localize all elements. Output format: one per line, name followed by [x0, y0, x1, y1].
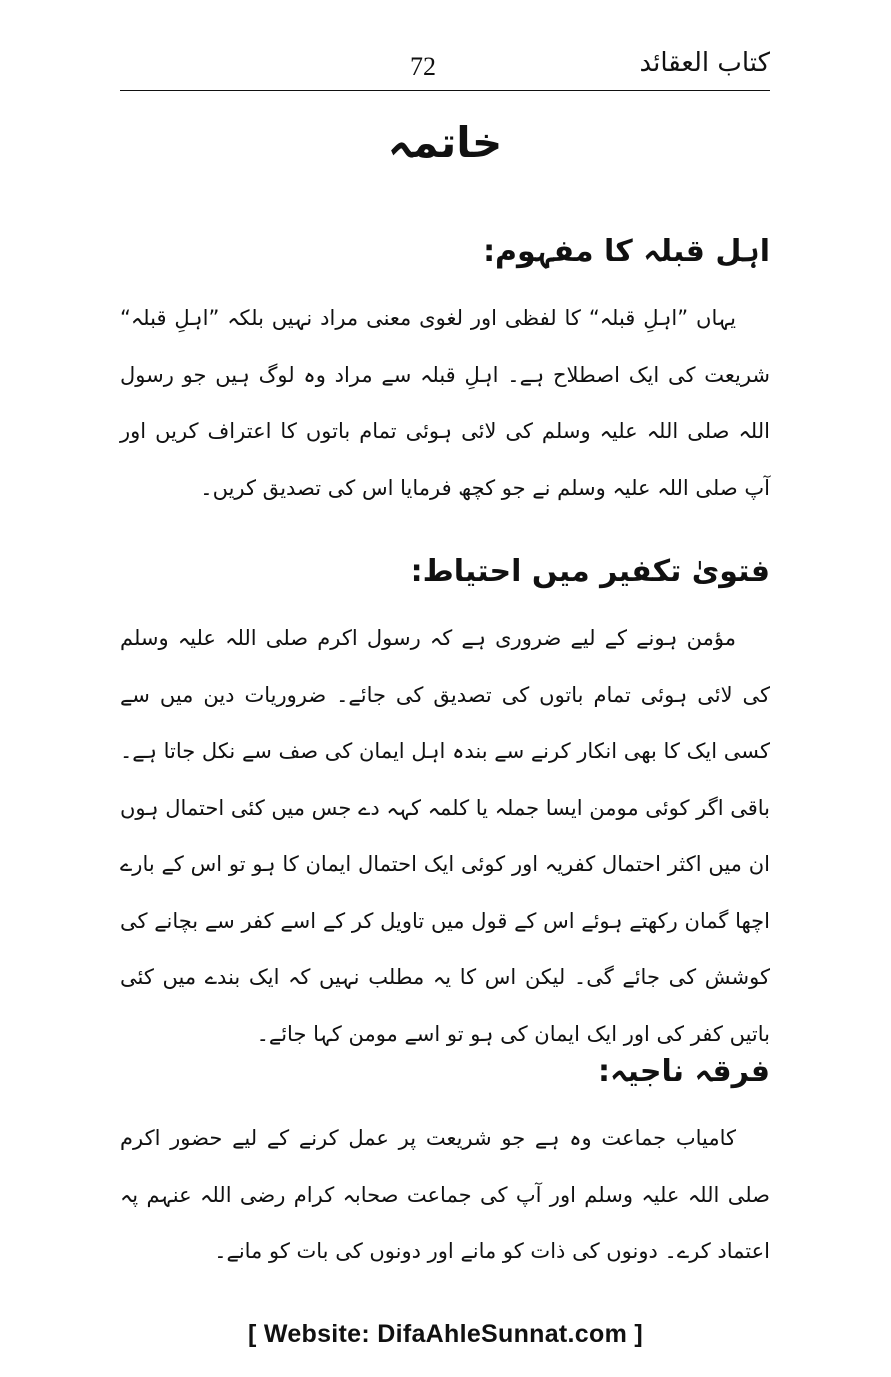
page-number: 72	[410, 52, 436, 81]
chapter-title: خاتمہ	[387, 118, 503, 167]
section-ahl-qibla	[120, 228, 770, 516]
section-heading: فتویٰ تکفیر میں احتیاط:	[410, 554, 770, 589]
website-footer: [ Website: DifaAhleSunnat.com ]	[248, 1320, 643, 1348]
section-paragraph: مؤمن ہونے کے لیے ضروری ہے کہ رسول اکرم صلی اللہ علیہ وسلم کی لائی ہوئی تمام باتوں کی تصدیق کی جائے۔ ضروریات دین میں سے کسی ایک کا بھی انکار کرنے سے بندہ اہل ایمان کی صف سے نکل جاتا ہے۔ باقی اگر کوئی مومن ایسا جملہ یا کلمہ کہہ دے جس میں کئی احتمال ہوں ان میں اکثر احتمال کفریہ اور کوئی ایک احتمال ایمان کا ہو تو اس کے بارے اچھا گمان رکھتے ہوئے اس کے قول میں تاویل کر کے اسے کفر سے بچانے کی کوشش کی جائے گی۔ لیکن اس کا یہ مطلب نہیں کہ ایک بندے میں کئی باتیں کفر کی اور ایک ایمان کی ہو تو اسے مومن کہا جائے۔	[120, 626, 770, 1046]
section-paragraph: یہاں ”اہلِ قبلہ“ کا لفظی اور لغوی معنی مراد نہیں بلکہ ”اہلِ قبلہ“ شریعت کی ایک اصطلاح ہے۔ اہلِ قبلہ سے مراد وہ لوگ ہیں جو رسول اللہ صلی اللہ علیہ وسلم کی لائی ہوئی تمام باتوں کا اعتراف کریں اور آپ صلی اللہ علیہ وسلم نے جو کچھ فرمایا اس کی تصدیق کریں۔	[120, 306, 770, 500]
section-firqa-najiya	[120, 1048, 770, 1280]
page-header	[120, 42, 770, 92]
section-heading: فرقہ ناجیہ:	[598, 1054, 770, 1089]
section-heading: اہل قبلہ کا مفہوم:	[483, 234, 770, 269]
section-takfir-caution	[120, 548, 770, 1062]
section-paragraph: کامیاب جماعت وہ ہے جو شریعت پر عمل کرنے کے لیے حضور اکرم صلی اللہ علیہ وسلم اور آپ کی جماعت صحابہ کرام رضی اللہ عنہم پہ اعتماد کرے۔ دونوں کی ذات کو مانے اور دونوں کی بات کو مانے۔	[120, 1126, 770, 1263]
header-divider	[120, 90, 770, 91]
book-title: کتاب العقائد	[639, 48, 770, 78]
